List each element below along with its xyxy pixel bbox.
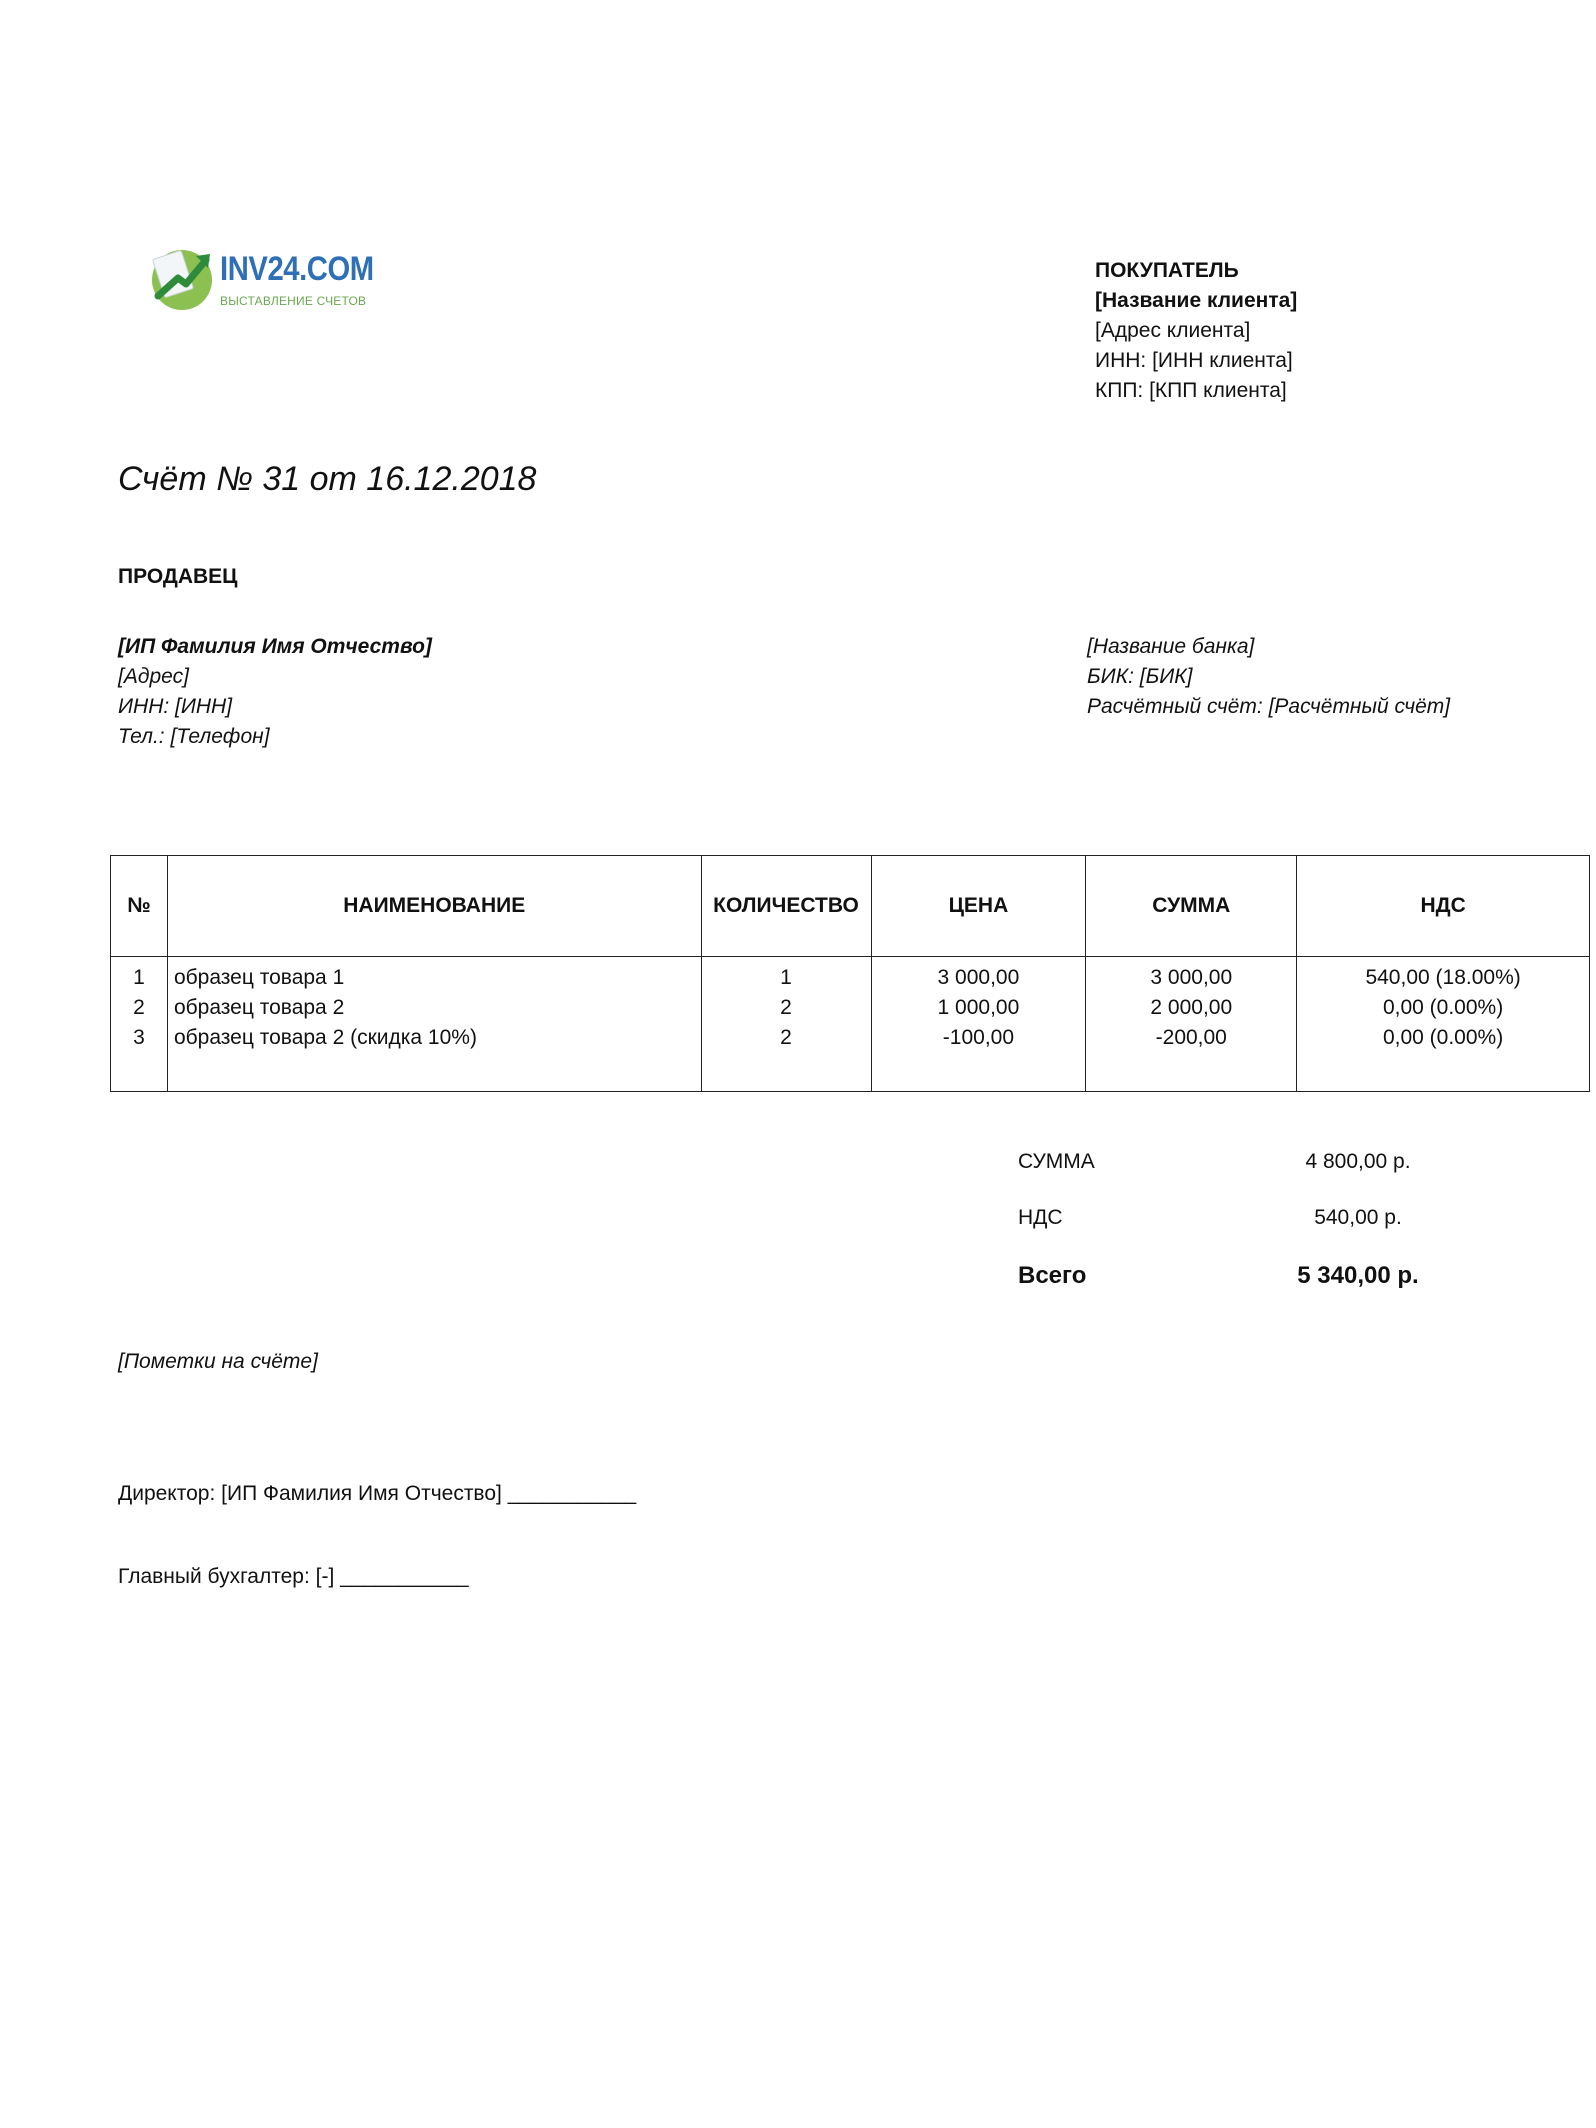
buyer-address: [Адрес клиента] bbox=[1095, 319, 1251, 342]
cell-sum: 3 000,00 bbox=[1086, 957, 1297, 994]
seller-name: [ИП Фамилия Имя Отчество] bbox=[118, 635, 432, 658]
cell-vat: 0,00 (0.00%) bbox=[1297, 993, 1590, 1023]
seller-address: [Адрес] bbox=[118, 665, 189, 688]
items-table bbox=[110, 855, 1590, 1092]
bank-block bbox=[1087, 632, 1450, 722]
totals-block bbox=[1018, 1150, 1498, 1318]
logo-brand bbox=[220, 250, 374, 289]
table-header-row bbox=[111, 856, 1590, 957]
buyer-heading: ПОКУПАТЕЛЬ bbox=[1095, 259, 1239, 282]
seller-heading: ПРОДАВЕЦ bbox=[118, 565, 238, 588]
totals-sum-label: СУММА bbox=[1018, 1150, 1095, 1173]
cell-sum: 2 000,00 bbox=[1086, 993, 1297, 1023]
seller-phone: Тел.: [Телефон] bbox=[118, 725, 270, 748]
buyer-inn: ИНН: [ИНН клиента] bbox=[1095, 349, 1293, 372]
invoice-title: Счёт № 31 от 16.12.2018 bbox=[118, 460, 537, 498]
seller-block bbox=[118, 632, 432, 752]
totals-vat-label: НДС bbox=[1018, 1206, 1063, 1229]
seller-inn: ИНН: [ИНН] bbox=[118, 695, 233, 718]
cell-name: образец товара 1 bbox=[167, 957, 701, 994]
col-header-price: ЦЕНА bbox=[871, 856, 1086, 957]
cell-price: 1 000,00 bbox=[871, 993, 1086, 1023]
logo-icon bbox=[148, 244, 218, 314]
cell-vat: 540,00 (18.00%) bbox=[1297, 957, 1590, 994]
cell-price: 3 000,00 bbox=[871, 957, 1086, 994]
cell-number: 2 bbox=[111, 993, 168, 1023]
bank-account: Расчётный счёт: [Расчётный счёт] bbox=[1087, 695, 1451, 718]
bank-name: [Название банка] bbox=[1087, 635, 1255, 658]
col-header-vat: НДС bbox=[1297, 856, 1590, 957]
bank-bik: БИК: [БИК] bbox=[1087, 665, 1193, 688]
company-logo bbox=[148, 244, 388, 316]
table-row bbox=[111, 957, 1590, 994]
totals-vat-value: 540,00 р. bbox=[1314, 1206, 1402, 1229]
buyer-block bbox=[1095, 256, 1297, 406]
totals-grand-value: 5 340,00 р. bbox=[1297, 1262, 1419, 1289]
cell-vat: 0,00 (0.00%) bbox=[1297, 1023, 1590, 1092]
totals-sum-value: 4 800,00 р. bbox=[1305, 1150, 1411, 1173]
totals-grand-label: Всего bbox=[1018, 1262, 1087, 1289]
col-header-number: № bbox=[111, 856, 168, 957]
col-header-sum: СУММА bbox=[1086, 856, 1297, 957]
invoice-notes: [Пометки на счёте] bbox=[118, 1350, 318, 1373]
table-row bbox=[111, 993, 1590, 1023]
cell-sum: -200,00 bbox=[1086, 1023, 1297, 1092]
cell-name: образец товара 2 bbox=[167, 993, 701, 1023]
cell-number: 1 bbox=[111, 957, 168, 994]
cell-quantity: 2 bbox=[701, 993, 871, 1023]
cell-name: образец товара 2 (скидка 10%) bbox=[167, 1023, 701, 1092]
col-header-name: НАИМЕНОВАНИЕ bbox=[167, 856, 701, 957]
col-header-quantity: КОЛИЧЕСТВО bbox=[701, 856, 871, 957]
totals-sum-row bbox=[1018, 1150, 1498, 1206]
accountant-signature: Главный бухгалтер: [-] ___________ bbox=[118, 1565, 469, 1588]
buyer-name: [Название клиента] bbox=[1095, 289, 1298, 312]
director-signature: Директор: [ИП Фамилия Имя Отчество] ___________ bbox=[118, 1482, 637, 1505]
cell-quantity: 2 bbox=[701, 1023, 871, 1092]
logo-tagline: ВЫСТАВЛЕНИЕ СЧЕТОВ bbox=[220, 294, 367, 308]
cell-quantity: 1 bbox=[701, 957, 871, 994]
buyer-kpp: КПП: [КПП клиента] bbox=[1095, 379, 1287, 402]
table-row bbox=[111, 1023, 1590, 1092]
cell-number: 3 bbox=[111, 1023, 168, 1092]
totals-vat-row bbox=[1018, 1206, 1498, 1262]
cell-price: -100,00 bbox=[871, 1023, 1086, 1092]
totals-grand-row bbox=[1018, 1262, 1498, 1318]
logo-brand-text: INV24.COM bbox=[220, 250, 374, 288]
